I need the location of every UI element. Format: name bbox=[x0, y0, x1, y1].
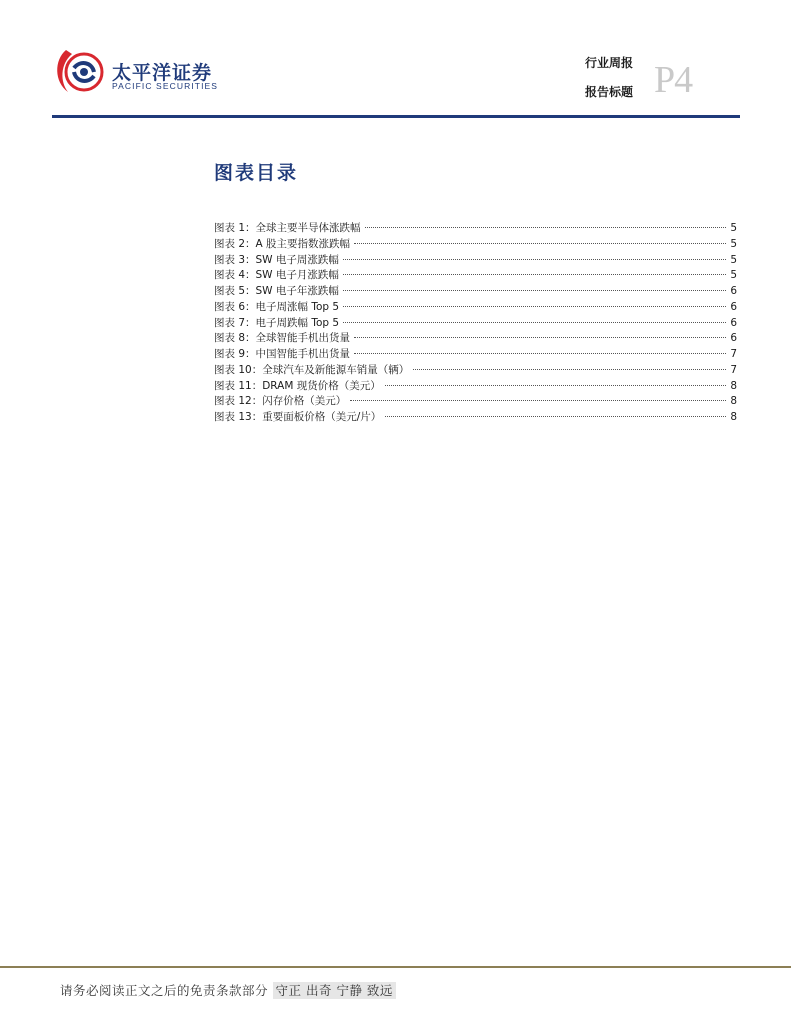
toc-entry[interactable] bbox=[214, 393, 737, 409]
toc-leader-dots bbox=[343, 273, 726, 275]
footer-motto: 守正 出奇 宁静 致远 bbox=[273, 982, 396, 999]
brand-name-cn: 太平洋证券 bbox=[112, 62, 213, 84]
toc-entry-label: 图表 5：SW 电子年涨跌幅 bbox=[214, 285, 339, 297]
toc-entry[interactable] bbox=[214, 236, 737, 252]
toc-entry-page: 7 bbox=[730, 363, 737, 376]
toc-entry[interactable] bbox=[214, 315, 737, 331]
toc-leader-dots bbox=[343, 321, 726, 323]
toc-entry-page: 7 bbox=[730, 348, 737, 360]
toc-leader-dots bbox=[343, 289, 726, 291]
toc-leader-dots bbox=[354, 336, 726, 338]
toc-entry[interactable] bbox=[214, 283, 737, 299]
header-divider bbox=[52, 115, 740, 118]
toc-leader-dots bbox=[354, 352, 726, 354]
toc-entry[interactable] bbox=[214, 362, 737, 378]
toc-entry-label: 图表 7：电子周跌幅 Top 5 bbox=[214, 316, 340, 329]
toc-list bbox=[214, 220, 737, 425]
page-footer bbox=[60, 981, 396, 999]
toc-entry-label: 图表 4：SW 电子月涨跌幅 bbox=[214, 269, 339, 282]
toc-entry[interactable] bbox=[214, 252, 737, 268]
toc-entry-label: 图表 3：SW 电子周涨跌幅 bbox=[214, 253, 339, 266]
toc-entry-page: 8 bbox=[730, 411, 737, 423]
toc-entry-label: 图表 6：电子周涨幅 Top 5 bbox=[214, 300, 340, 313]
toc-entry-page: 6 bbox=[730, 316, 737, 329]
toc-entry-page: 6 bbox=[730, 332, 737, 345]
toc-title: 图表目录 bbox=[214, 162, 299, 184]
toc-leader-dots bbox=[385, 384, 727, 386]
toc-entry-label: 图表 12：闪存价格（美元） bbox=[214, 395, 347, 408]
toc-entry[interactable] bbox=[214, 330, 737, 346]
toc-entry-page: 5 bbox=[730, 253, 737, 266]
report-type: 行业周报 bbox=[585, 56, 634, 70]
toc-entry-page: 6 bbox=[730, 300, 737, 313]
toc-entry-label: 图表 10：全球汽车及新能源车销量（辆） bbox=[214, 363, 410, 376]
toc-leader-dots bbox=[413, 368, 726, 370]
toc-entry[interactable] bbox=[214, 267, 737, 283]
toc-entry-page: 5 bbox=[730, 222, 737, 234]
report-title: 报告标题 bbox=[585, 85, 634, 99]
brand-name-en: PACIFIC SECURITIES bbox=[112, 81, 219, 91]
toc-leader-dots bbox=[350, 399, 726, 401]
toc-entry-page: 5 bbox=[730, 237, 737, 250]
toc-entry-page: 8 bbox=[730, 395, 737, 408]
toc-entry-label: 图表 9：中国智能手机出货量 bbox=[214, 348, 351, 360]
toc-entry[interactable] bbox=[214, 409, 737, 425]
toc-leader-dots bbox=[343, 258, 726, 260]
toc-entry[interactable] bbox=[214, 378, 737, 394]
toc-leader-dots bbox=[354, 242, 726, 244]
toc-entry-label: 图表 11：DRAM 现货价格（美元） bbox=[214, 379, 381, 392]
footer-disclaimer: 请务必阅读正文之后的免责条款部分 bbox=[60, 983, 269, 998]
toc-entry-page: 8 bbox=[730, 379, 737, 392]
toc-entry-label: 图表 13：重要面板价格（美元/片） bbox=[214, 411, 382, 423]
toc-entry-page: 6 bbox=[730, 285, 737, 297]
page-number: P4 bbox=[654, 59, 693, 101]
toc-entry-label: 图表 8：全球智能手机出货量 bbox=[214, 332, 351, 345]
toc-leader-dots bbox=[365, 226, 727, 228]
toc-entry[interactable] bbox=[214, 299, 737, 315]
footer-divider bbox=[0, 966, 791, 968]
toc-entry[interactable] bbox=[214, 346, 737, 362]
pacific-securities-logo-icon bbox=[52, 42, 108, 98]
page-header bbox=[0, 0, 791, 120]
toc-entry-label: 图表 1：全球主要半导体涨跌幅 bbox=[214, 222, 361, 234]
toc-entry-page: 5 bbox=[730, 269, 737, 282]
toc-entry-label: 图表 2：A 股主要指数涨跌幅 bbox=[214, 237, 351, 250]
toc-entry[interactable] bbox=[214, 220, 737, 236]
toc-leader-dots bbox=[385, 415, 726, 417]
toc-leader-dots bbox=[343, 305, 726, 307]
